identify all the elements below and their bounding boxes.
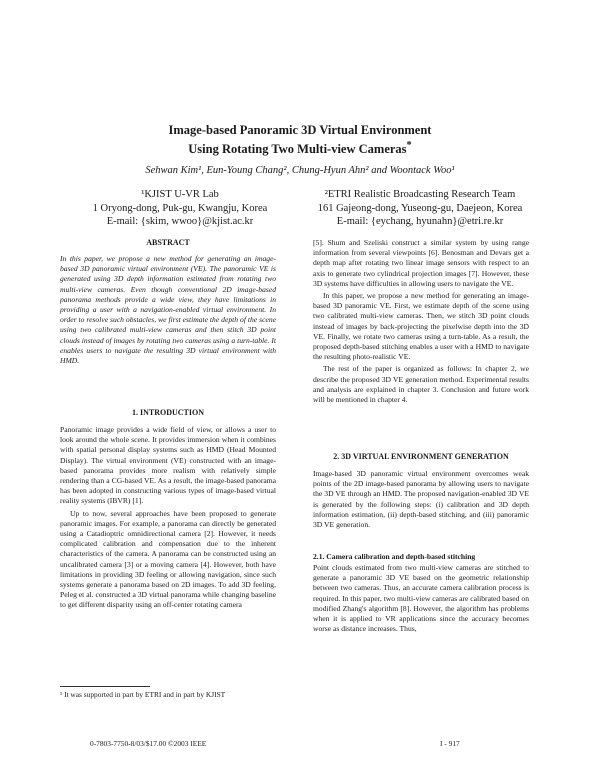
abstract-body — [60, 254, 276, 368]
introduction-paragraph-2: Up to now, several approaches have been proposed to generate panoramic images. For example, a panorama can directly be generated using a Catadioptric omnidirectional camera [2]. However, it needs complicated calibration and compensation due to the inherent characteristics of the camera. A panorama can be constructed using an uncalibrated camera [3] or a moving camera [4]. However, both have limitations in providing 3D feeling or allowing navigation, since such systems generate a panorama based on 2D images. To add 3D feeling, Peleg et al. constructed a 3D virtual panorama while changing baseline to get different disparity using an off-center rotating camera — [60, 508, 276, 610]
proposal-paragraph: In this paper, we propose a new method for generating an image-based 3D panoramic VE. First, we estimate depth of the scene using two calibrated multi-view cameras. Then, we stitch 3D point clouds instead of images by back-projecting the pixelwise depth into the 3D VE. Finally, we rotate two cameras using a turn-table. As a result, the proposed depth-based stitching enables a user with a HMD to navigate the resulting photo-realistic VE. — [313, 291, 529, 362]
affiliation-kjist-email: E-mail: {skim, wwoo}@kjist.ac.kr — [106, 216, 254, 227]
page-number: I - 917 — [440, 739, 460, 748]
paper-title-line-2-text: Using Rotating Two Multi-view Cameras — [188, 142, 407, 157]
introduction-heading: 1. INTRODUCTION — [131, 408, 204, 417]
author-list: Sehwan Kim¹, Eun-Young Chang², Chung-Hyun Ahn² and Woontack Woo¹ — [145, 165, 455, 176]
paper-title-line-2 — [60, 138, 540, 157]
section-2-1-body — [313, 563, 529, 636]
affiliation-kjist — [60, 188, 300, 229]
affiliation-kjist-address: 1 Oryong-dong, Puk-gu, Kwangju, Korea — [92, 202, 268, 214]
title-footnote-mark: * — [406, 140, 412, 151]
section-2-body — [313, 469, 529, 532]
section-2-paragraph: Image-based 3D panoramic virtual environment overcomes weak points of the 2D image-based panorama by allowing users to navigate the 3D VE through an HMD. The proposed navigation-enabled 3D VE is generated by the following steps: (i) calibration and 3D depth information estimation, (ii) depth-based stitching, and (iii) panoramic 3D VE generation. — [313, 469, 529, 530]
section-2-1-paragraph: Point clouds estimated from two multi-view cameras are stitched to generate a panoramic 3D VE based on the geometric relationship between two cameras. Thus, an accurate camera calibration process is required. In this paper, two multi-view cameras are calibrated based on modified Zhang's algorithm [8]. However, the algorithm has problems when it is applied to VR applications since the accuracy becomes worse as distance increases. Thus, — [313, 563, 529, 634]
affiliation-etri-name: ²ETRI Realistic Broadcasting Research Team — [324, 189, 516, 200]
affiliation-etri-address: 161 Gajeong-dong, Yuseong-gu, Daejeon, Korea — [317, 202, 523, 214]
copyright-footer: 0-7803-7750-8/03/$17.00 ©2003 IEEE — [90, 739, 207, 748]
abstract-paragraph: In this paper, we propose a new method for generating an image-based 3D panoramic virtual environment (VE). The panoramic VE is generated using 3D depth information estimated from rotating two multi-view cameras. Even though conventional 2D image-based panorama methods provide a wide view, they have limitations in providing a user with a navigation-enabled virtual environment. In order to resolve such obstacles, we first estimate the depth of the scene using two calibrated multi-view cameras and then stitch 3D point clouds instead of images by rotating two cameras using a turn-table. It enables users to navigate the resulting 3D virtual environment with HMD. — [60, 254, 276, 366]
affiliation-etri — [300, 188, 540, 229]
footnote-rule — [60, 686, 150, 687]
right-column-intro — [313, 238, 529, 407]
abstract-heading: ABSTRACT — [146, 238, 190, 247]
introduction-paragraph-1: Panoramic image provides a wide field of view, or allows a user to look around the whole scene. It provides immersion when it combines with spatial personal display systems such as HMD (Head Mounted Display). The virtual environment (VE) constructed with an image-based panorama provides more realism with relatively simple rendering than a CG-based VE. As a result, the image-based panorama has been adopted in constructing various types of image-based virtual reality systems (IBVR) [1]. — [60, 425, 276, 506]
organization-paragraph: The rest of the paper is organized as follows: In chapter 2, we describe the proposed 3D VE generation method. Experimental results and analysis are explained in chapter 3. Conclusion and future work will be mentioned in chapter 4. — [313, 364, 529, 405]
paper-title-line-1: Image-based Panoramic 3D Virtual Environment — [168, 123, 432, 137]
introduction-body — [60, 425, 276, 613]
section-2-heading: 2. 3D VIRTUAL ENVIRONMENT GENERATION — [333, 452, 509, 461]
intro-continued-paragraph: [5]. Shum and Szeliski construct a similar system by using range information from several viewpoints [6]. Benosman and Devars get a depth map after rotating two linear image sensors with respect to an axis to generate two cylindrical projection images [7]. However, these 3D systems have difficulties in allowing users to navigate the VE. — [313, 238, 529, 288]
affiliation-etri-email: E-mail: {eychang, hyunahn}@etri.re.kr — [336, 216, 504, 227]
section-2-1-heading: 2.1. Camera calibration and depth-based stitching — [313, 552, 476, 561]
footnote: ¹ It was supported in part by ETRI and in part by KJIST — [60, 690, 226, 699]
affiliation-kjist-name: ¹KJIST U-VR Lab — [141, 189, 219, 200]
